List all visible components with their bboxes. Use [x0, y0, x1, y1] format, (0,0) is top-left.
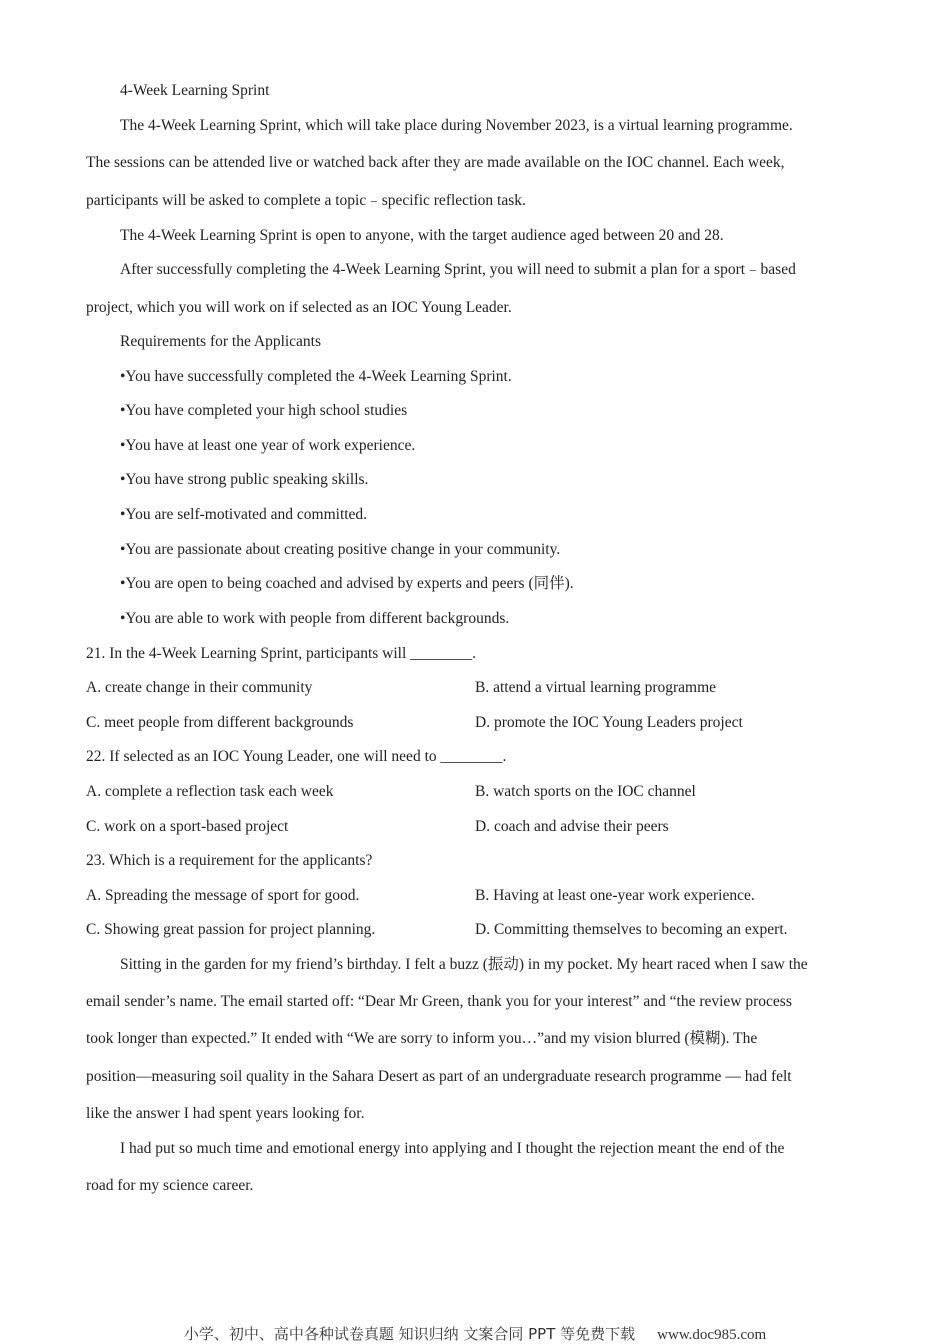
option-a: A. Spreading the message of sport for good. — [86, 887, 360, 904]
requirement-item: •You have strong public speaking skills. — [120, 471, 369, 488]
paragraph-line: road for my science career. — [86, 1177, 254, 1194]
requirement-item: •You are passionate about creating positive change in your community. — [120, 541, 561, 558]
paragraph-line: project, which you will work on if selected as an IOC Young Leader. — [86, 299, 512, 316]
option-b: B. Having at least one-year work experience. — [475, 887, 755, 904]
page-footer — [0, 1323, 950, 1344]
section-heading: Requirements for the Applicants — [120, 333, 322, 350]
requirement-item: •You are self-motivated and committed. — [120, 506, 368, 523]
option-a: A. complete a reflection task each week — [86, 783, 334, 800]
option-b: B. watch sports on the IOC channel — [475, 783, 696, 800]
paragraph-line: took longer than expected.” It ended with “We are sorry to inform you…”and my vision blurred (模糊). The — [86, 1030, 758, 1047]
question-stem: 22. If selected as an IOC Young Leader, one will need to ________. — [86, 748, 507, 765]
footer-link[interactable]: www.doc985.com — [657, 1327, 767, 1343]
option-c: C. meet people from different backgrounds — [86, 714, 354, 731]
paragraph-line: After successfully completing the 4-Week Learning Sprint, you will need to submit a plan for a sport﹣based — [120, 261, 796, 278]
requirement-item: •You have successfully completed the 4-Week Learning Sprint. — [120, 368, 512, 385]
requirement-item: •You have at least one year of work experience. — [120, 437, 416, 454]
paragraph-line: email sender’s name. The email started off: “Dear Mr Green, thank you for your interest” and “the review process — [86, 993, 792, 1010]
requirement-item: •You are open to being coached and advised by experts and peers (同伴). — [120, 575, 574, 592]
paragraph-line: The 4-Week Learning Sprint is open to anyone, with the target audience aged between 20 and 28. — [120, 227, 724, 244]
paragraph-line: Sitting in the garden for my friend’s birthday. I felt a buzz (振动) in my pocket. My heart raced when I saw the — [120, 956, 808, 973]
passage-title: 4-Week Learning Sprint — [120, 82, 270, 99]
option-c: C. work on a sport-based project — [86, 818, 289, 835]
footer-text: 小学、初中、高中各种试卷真题 知识归纳 文案合同 PPT 等免费下载 — [183, 1325, 636, 1343]
paragraph-line: like the answer I had spent years looking for. — [86, 1105, 365, 1122]
question-stem: 23. Which is a requirement for the applicants? — [86, 852, 373, 869]
paragraph-line: The sessions can be attended live or watched back after they are made available on the IOC channel. Each week, — [86, 154, 785, 171]
option-b: B. attend a virtual learning programme — [475, 679, 717, 696]
requirement-item: •You are able to work with people from different backgrounds. — [120, 610, 510, 627]
option-c: C. Showing great passion for project planning. — [86, 921, 376, 938]
option-d: D. coach and advise their peers — [475, 818, 669, 835]
option-d: D. Committing themselves to becoming an expert. — [475, 921, 788, 938]
option-a: A. create change in their community — [86, 679, 313, 696]
paragraph-line: position—measuring soil quality in the Sahara Desert as part of an undergraduate research programme — had felt — [86, 1068, 792, 1085]
question-stem: 21. In the 4-Week Learning Sprint, participants will ________. — [86, 645, 477, 662]
paragraph-line: I had put so much time and emotional energy into applying and I thought the rejection meant the end of the — [120, 1140, 785, 1157]
paragraph-line: participants will be asked to complete a topic﹣specific reflection task. — [86, 192, 526, 209]
requirement-item: •You have completed your high school studies — [120, 402, 408, 419]
paragraph-line: The 4-Week Learning Sprint, which will take place during November 2023, is a virtual learning programme. — [120, 117, 793, 134]
option-d: D. promote the IOC Young Leaders project — [475, 714, 743, 731]
